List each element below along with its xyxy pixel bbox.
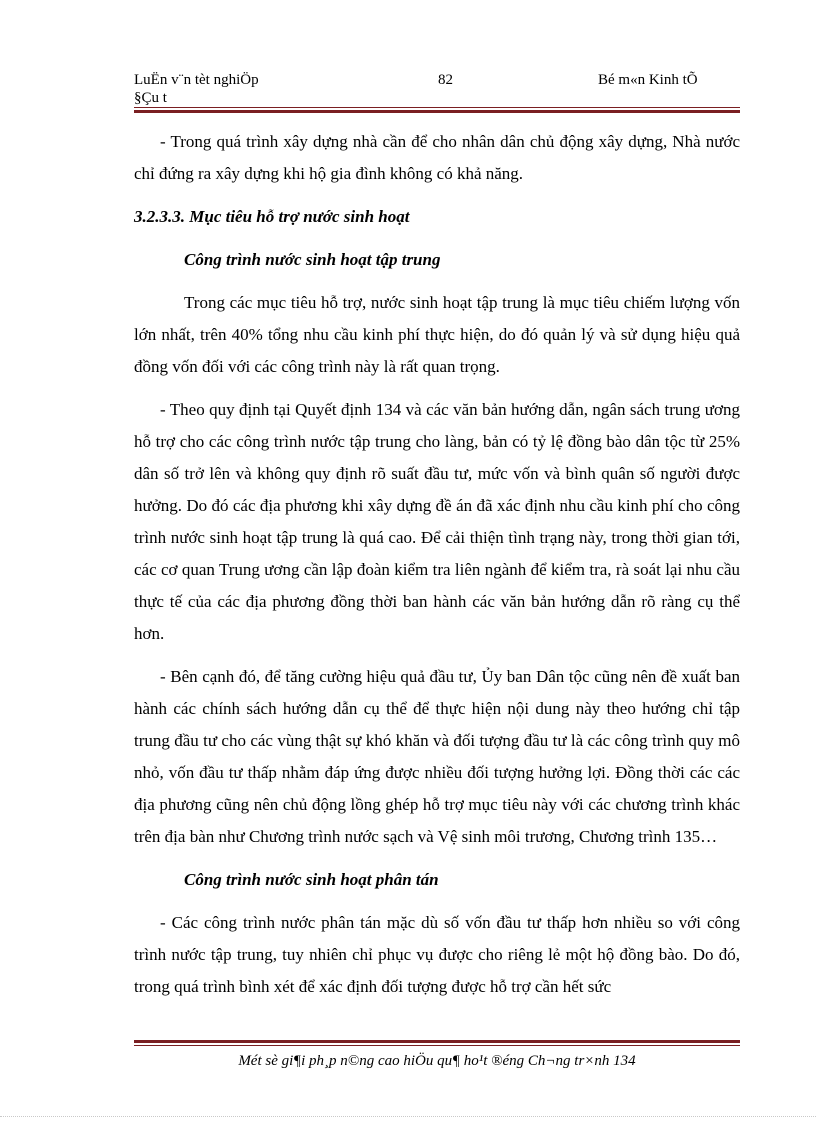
paragraph-housing: - Trong quá trình xây dựng nhà cần để cho nhân dân chủ động xây dựng, Nhà nước chỉ đứng ra xây dựng khi hộ gia đình không có khả năng.: [134, 132, 740, 183]
paragraph-investment-efficiency: - Bên cạnh đó, để tăng cường hiệu quả đầu tư, Ủy ban Dân tộc cũng nên đề xuất ban hành các chính sách hướng dẫn cụ thể để thực hiện nội dung này theo hướng chỉ tập trung đầu tư cho các vùng thật sự khó khăn và đối tượng đầu tư là các công trình quy mô nhỏ, vốn đầu tư thấp nhằm đáp ứng được nhiều đối tượng hưởng lợi. Đồng thời các các địa phương cũng nên chủ động lồng ghép hỗ trợ mục tiêu này với các chương trình khác trên địa bàn như Chương trình nước sạch và Vệ sinh môi trương, Chương trình 135…: [134, 667, 740, 846]
paragraph-dispersed-water: - Các công trình nước phân tán mặc dù số vốn đầu tư thấp hơn nhiều so với công trình nước tập trung, tuy nhiên chỉ phục vụ được cho riêng lẻ một hộ đồng bào. Do đó, trong quá trình bình xét để xác định đối tượng được hỗ trợ cần hết sức: [134, 913, 740, 996]
spacer: [134, 896, 740, 907]
spacer: [134, 853, 740, 864]
header-thesis-label-line2: §Çu t: [134, 90, 167, 106]
paragraph-decision-134: - Theo quy định tại Quyết định 134 và các văn bản hướng dẫn, ngân sách trung ương hỗ trợ cho các công trình nước tập trung cho làng, bản có tỷ lệ đồng bào dân tộc từ 25% dân số trở lên và không quy định rõ suất đầu tư, mức vốn và bình quân số người được hưởng. Do đó các địa phương khi xây dựng đề án đã xác định nhu cầu kinh phí cho công trình nước sinh hoạt tập trung là quá cao. Để cải thiện tình trạng này, trong thời gian tới, các cơ quan Trung ương cần lập đoàn kiểm tra liên ngành để kiểm tra, rà soát lại nhu cầu thực tế của các địa phương đồng thời ban hành các văn bản hướng dẫn rõ ràng cụ thể hơn.: [134, 400, 740, 643]
header-rule-thin: [134, 107, 740, 108]
page-number: 82: [438, 72, 453, 88]
spacer: [134, 233, 740, 244]
spacer: [134, 276, 740, 287]
header-department: Bé m«n Kinh tÕ: [598, 72, 698, 88]
header-thesis-label: LuËn v¨n tèt nghiÖp: [134, 72, 259, 88]
document-body: [134, 126, 740, 1003]
footer-title: Mét sè gi¶i ph¸p n©ng cao hiÖu qu¶ ho¹t ®éng Ch¬ng tr×nh 134: [238, 1053, 636, 1069]
spacer: [134, 190, 740, 201]
spacer: [134, 650, 740, 661]
spacer: [134, 383, 740, 394]
header-rule-thick: [134, 110, 740, 113]
footer-rule-thin: [134, 1045, 740, 1046]
section-heading: 3.2.3.3. Mục tiêu hỗ trợ nước sinh hoạt: [134, 207, 410, 226]
footer-rule-thick: [134, 1040, 740, 1043]
page-bottom-dotted-line: [0, 1116, 816, 1117]
subheading-centralized-water: Công trình nước sinh hoạt tập trung: [184, 250, 441, 269]
paragraph-centralized-intro: Trong các mục tiêu hỗ trợ, nước sinh hoạt tập trung là mục tiêu chiếm lượng vốn lớn nhất, trên 40% tổng nhu cầu kinh phí thực hiện, do đó quản lý và sử dụng hiệu quả đồng vốn đối với các công trình này là rất quan trọng.: [134, 293, 740, 376]
subheading-dispersed-water: Công trình nước sinh hoạt phân tán: [184, 870, 439, 889]
